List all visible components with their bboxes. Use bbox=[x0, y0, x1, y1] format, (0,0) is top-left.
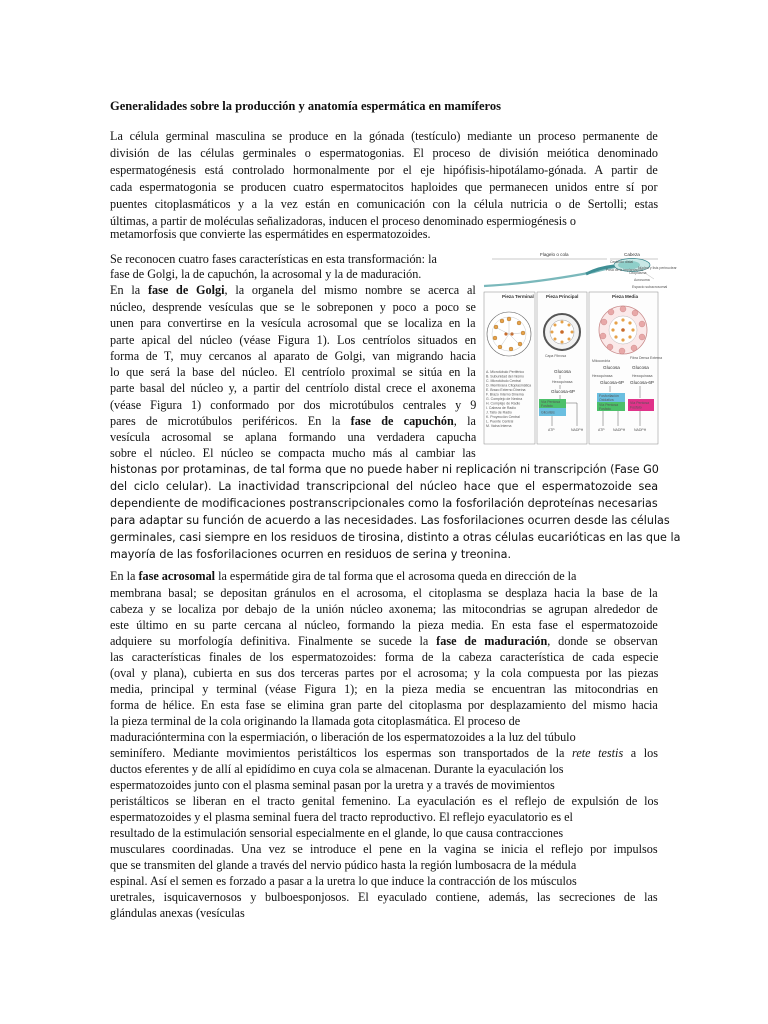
pathway-g6p-2: Glucosa-6P bbox=[630, 380, 655, 385]
label-fosa: Fosa de la implantación bbox=[606, 268, 643, 272]
pathway-fosfato-2: Fosfato bbox=[630, 405, 642, 410]
text-line: división de las células germinales o espermatogonias. El proceso de división meiótica denominado bbox=[110, 146, 658, 160]
text-line: histonas por protaminas, de tal forma que no puede haber ni replicación ni transcripción (Fase G0 bbox=[110, 463, 659, 476]
text-line: que se transmiten del glande a través del nervio púdico hasta la región lumbosacra de la médula bbox=[110, 858, 577, 872]
text-line: metamorfosis que convierte las espermátides en espermatozoides. bbox=[110, 227, 431, 241]
legend-item: A. Microtúbulo Periférico bbox=[486, 370, 525, 374]
text-line: dependiente de modificaciones postranscripcionales como la fosforilación deproteínas necesarias bbox=[110, 497, 658, 510]
text-line: Se reconocen cuatro fases características en esta transformación: la bbox=[110, 252, 437, 266]
label-pieza-media: Pieza Media bbox=[612, 294, 639, 299]
emphasis: fase de Golgi bbox=[147, 283, 225, 297]
emphasis: rete testis bbox=[572, 746, 624, 760]
label-flagelo: Flagelo o cola bbox=[540, 252, 569, 257]
pathway-fosforilacion: Fosforilación bbox=[599, 394, 619, 398]
legend-item: I. Cabeza de Radio bbox=[486, 406, 516, 410]
legend-item: E. Brazo Externo Dineína bbox=[486, 388, 526, 392]
legend-item: J. Tallo de Radio bbox=[486, 410, 512, 415]
text-line: forma de T, muy cercanos al aparato de Golgi, van migrando hacia bbox=[110, 349, 476, 363]
pathway-hexoquinasa: Hexoquinasa bbox=[592, 374, 613, 378]
text-line: cada espermatogonia se producen cuatro espermatocitos haploides que permanecen unidos entre sí por bbox=[110, 180, 658, 194]
label-centriolo: Centriolo distal bbox=[610, 260, 634, 264]
pathway-g6p: Glucosa-6P bbox=[551, 389, 576, 394]
text-line: membrana basal; se depositan gránulos en el acrosoma, el citoplasma se desplaza hacia la base de la bbox=[110, 586, 658, 600]
text-line: vesícula acrosomal se aplana formando una verdadera capucha bbox=[110, 430, 477, 444]
text-line: este último en su parte cercana al núcleo, formando la pieza media. En esta fase el espermatozoide bbox=[110, 618, 658, 632]
legend-item: D. Membrana Citoplasmática bbox=[486, 383, 532, 388]
pathway-via-pentosa: Vía Pentosa bbox=[599, 403, 619, 407]
legend-item: L. Puente Central bbox=[486, 419, 514, 424]
text-line: fase de Golgi, la de capuchón, la acrosomal y la de maduración. bbox=[110, 267, 422, 281]
label-cabeza: Cabeza bbox=[624, 252, 640, 257]
pathway-hexoquinasa: Hexoquinasa bbox=[552, 380, 573, 384]
label-citoplasma: Citoplasma bbox=[629, 271, 647, 275]
legend-item: F. Brazo Interno Dineína bbox=[486, 392, 524, 397]
text-line: germinales, casi siempre en los residuos de tirosina, distinto a otras células eucarióticas en las que la bbox=[110, 531, 681, 544]
text-line: (oval y plana), cubierta en sus dos terceras partes por el acrosoma; y la cola compuesta por las piezas bbox=[110, 666, 659, 680]
text-line: las características finales de los espermatozoides: forma de la cabeza característica de cada especie bbox=[110, 650, 659, 664]
text-line: En la fase de Golgi, la organela del mismo nombre se acerca al bbox=[110, 283, 476, 297]
text-line: parte basal del núcleo y, a partir del centríolo distal crece el axonema bbox=[110, 381, 476, 395]
text-line: forma de hélice. En esta fase se elimina gran parte del citoplasma por desplazamiento del mismo hacia bbox=[110, 698, 658, 712]
label-capa-fibrosa: Capa Fibrosa bbox=[545, 354, 567, 358]
text-line: media, principal y terminal (véase Figura 1); en la pieza media se encuentran las mitocondrias en bbox=[110, 682, 659, 696]
pathway-via-pentosa: Vía Pentosa bbox=[541, 400, 561, 404]
pathway-nadph-2: NADPH bbox=[634, 428, 647, 432]
pathway-fosfato: Fosfato bbox=[541, 404, 553, 408]
sperm-schematic bbox=[484, 252, 678, 289]
pathway-via-pentosa-2: Vía Pentosa bbox=[630, 401, 650, 405]
text-line: adquiere su morfología definitiva. Finalmente se sucede la fase de maduración, donde se observan bbox=[110, 634, 658, 648]
text-line: pares de microtúbulos periféricos. En la fase de capuchón, la bbox=[110, 414, 476, 428]
text-line: unen para convertirse en la vesícula acrosomal que se localiza en la bbox=[110, 316, 476, 330]
emphasis: fase acrosomal bbox=[138, 569, 216, 583]
text-line: sobre el núcleo. El núcleo se compacta mucho más al cambiar las bbox=[110, 446, 476, 460]
text-line: últimas, a partir de moléculas señalizadoras, inducen el proceso denominado espermiogénesis o bbox=[110, 214, 577, 228]
text-line: puentes citoplasmáticos y a la vez están en comunicación con la célula nutricia o de Sertolli; estas bbox=[110, 197, 659, 211]
legend-item: C. Microtúbulo Central bbox=[486, 379, 521, 383]
text-line: espinal. Así el semen es forzado a pasar a la uretra lo que induce la contracción de los músculos bbox=[110, 874, 577, 888]
pathway-glucosa: Glucosa bbox=[603, 365, 620, 370]
text-line: ductos eferentes y de allí al epidídimo en cuya cola se almacenan. Durante la eyaculación los bbox=[110, 762, 564, 776]
pathway-nadph: NADPH bbox=[613, 428, 626, 432]
text-line: resultado de la estimulación sensorial especialmente en el glande, lo que causa contracciones bbox=[110, 826, 564, 840]
pathway-atp: ATP bbox=[598, 428, 605, 432]
label-pieza-terminal: Pieza Terminal bbox=[502, 294, 534, 299]
text-line: lo que será la base del núcleo. El centríolo proximal se sitúa en la bbox=[110, 365, 476, 379]
axoneme-cross-section bbox=[487, 312, 531, 356]
label-acrosoma: Acrosoma bbox=[634, 278, 650, 282]
text-line: espermatozoides junto con el plasma seminal pasan por la uretra y a través de movimientos bbox=[110, 778, 555, 792]
legend-item: H. Complejo de Radio bbox=[486, 401, 521, 406]
legend-item: B. Subunidad del mismo bbox=[486, 374, 524, 379]
text-line: La célula germinal masculina se produce en la gónada (testículo) mediante un proceso permanente de bbox=[110, 129, 658, 143]
text-line: En la fase acrosomal la espermátide gira de tal forma que el acrosoma queda en dirección de la bbox=[110, 569, 577, 583]
text-line: musculares coordinadas. Una vez se introduce el pene en la vagina se inicia el reflejo por impulsos bbox=[110, 842, 658, 856]
text-line: espermatogénesis está controlado hormonalmente por el eje hipófisis-hipotálamo-gónada. A partir de bbox=[110, 163, 658, 177]
pathway-g6p: Glucosa-6P bbox=[600, 380, 625, 385]
label-pieza-principal: Pieza Principal bbox=[546, 294, 579, 299]
pathway-oxidativa: Oxidativa bbox=[599, 398, 614, 402]
sperm-anatomy-figure bbox=[482, 250, 677, 446]
text-line: del ciclo celular). La inactividad transcripcional del núcleo hace que el espermatozoide sea bbox=[110, 480, 659, 493]
legend-item: M. Vaina Interna bbox=[486, 424, 512, 428]
text-line: glándulas anexas (vesículas bbox=[110, 906, 245, 920]
pathway-glicolisis: Glicolisis bbox=[541, 410, 555, 415]
text-line: núcleo, desprende vesículas que se le sobreponen y poco a poco se bbox=[110, 300, 476, 314]
text-line: espermatozoides y el plasma seminal fuera del tracto reproductivo. El reflejo eyaculatorio es el bbox=[110, 810, 573, 824]
text-line: mayoría de las fosforilaciones ocurren en residuos de serina y treonina. bbox=[110, 548, 512, 561]
pathway-atp: ATP bbox=[548, 428, 555, 432]
text-line: seminífero. Mediante movimientos peristálticos los espermas son transportados de la rete testis a los bbox=[110, 746, 658, 760]
text-line: uretrales, isquicavernosos y bulboesponjosos. El eyaculado contiene, además, las secreciones de las bbox=[110, 890, 658, 904]
label-nucleo: Núcleo y lisis perinuclear bbox=[638, 266, 677, 270]
label-espacio: Espacio subacrosomal bbox=[632, 285, 668, 289]
legend-item: K. Proyección Central bbox=[486, 415, 520, 419]
document-title: Generalidades sobre la producción y anatomía espermática en mamíferos bbox=[110, 99, 501, 113]
legend-item: G. Complejo de Nexina bbox=[486, 397, 523, 401]
label-mitocondria: Mitocondria bbox=[592, 359, 611, 363]
pathway-nadph: NADPH bbox=[571, 428, 584, 432]
pathway-fosfato: Fosfato bbox=[599, 407, 611, 411]
pathway-glucosa-2: Glucosa bbox=[632, 365, 649, 370]
text-line: parte apical del núcleo (véase Figura 1). Los centríolos situados en bbox=[110, 333, 477, 347]
text-line: peristálticos se liberan en el tracto genital femenino. La eyaculación es el reflejo de expulsión de los bbox=[110, 794, 659, 808]
text-line: la pieza terminal de la cola originando la llamada gota citoplasmática. El proceso de bbox=[110, 714, 521, 728]
label-fibra-densa: Fibra Densa Externa bbox=[630, 356, 663, 360]
text-line: (véase Figura 1) conformado por dos microtúbulos centrales y 9 bbox=[110, 398, 477, 412]
pathway-glucosa: Glucosa bbox=[554, 369, 571, 374]
pathway-hexoquinasa-2: Hexoquinasa bbox=[632, 374, 653, 378]
text-line: maduracióntermina con la espermiación, o liberación de los espermatozoides a la luz del túbulo bbox=[110, 730, 576, 744]
emphasis: fase de maduración bbox=[436, 634, 548, 648]
text-line: cabeza y se localiza por debajo de la unión núcleo axonema; las mitocondrias se agrupan alrededor de bbox=[110, 602, 658, 616]
emphasis: fase de capuchón bbox=[350, 414, 454, 428]
text-line: para adaptar su función de acuerdo a las necesidades. Las fosforilaciones ocurren desde las células bbox=[110, 514, 670, 527]
